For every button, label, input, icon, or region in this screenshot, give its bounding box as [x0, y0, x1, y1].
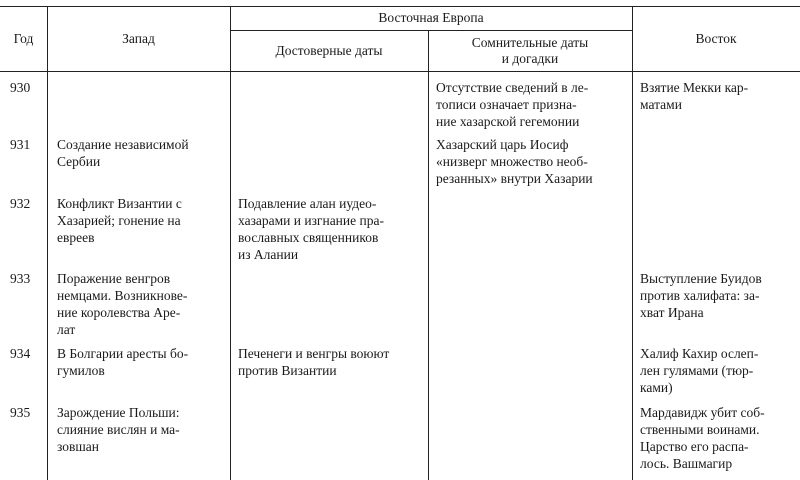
- year-column-divider: [47, 6, 48, 480]
- row-west: Создание независимой Сербии: [57, 137, 189, 169]
- table-top-rule: [0, 6, 800, 7]
- row-year: 930: [10, 80, 31, 95]
- west-column-divider: [230, 6, 231, 480]
- row-year: 932: [10, 196, 31, 211]
- row-east: Выступление Буидов против халифата: за- хват Ирана: [640, 271, 762, 320]
- header-east: Восток: [695, 31, 737, 46]
- header-west: Запад: [122, 31, 155, 46]
- row-year: 931: [10, 137, 31, 152]
- row-east: Халиф Кахир ослеп- лен гулямами (тюр- ками): [640, 346, 759, 395]
- row-doubtful: Хазарский царь Иосиф «низверг множество необ- резанных» внутри Хазарии: [436, 137, 593, 186]
- header-reliable-dates: Достоверные даты: [275, 43, 383, 58]
- header-year: Год: [13, 31, 34, 46]
- header-bottom-rule: [0, 71, 800, 72]
- row-year: 934: [10, 346, 31, 361]
- east-europe-column-divider: [632, 6, 633, 480]
- subheader-rule: [230, 30, 632, 31]
- row-reliable: Печенеги и венгры воюют против Византии: [238, 346, 390, 378]
- row-west: В Болгарии аресты бо- гумилов: [57, 346, 189, 378]
- row-west: Конфликт Византии с Хазарией; гонение на евреев: [57, 196, 182, 245]
- row-west: Зарождение Польши: слияние вислян и ма- зовшан: [57, 405, 180, 454]
- header-doubtful-dates-line1: Сомнительные даты: [471, 35, 589, 50]
- row-doubtful: Отсутствие сведений в ле- тописи означает призна- ние хазарской гегемонии: [436, 80, 589, 129]
- header-doubtful-dates-line2: и догадки: [501, 51, 559, 66]
- row-east: Взятие Мекки кар- матами: [640, 80, 749, 112]
- row-year: 935: [10, 405, 31, 420]
- row-reliable: Подавление алан иудео- хазарами и изгнание пра- вославных священников из Алании: [238, 196, 384, 262]
- reliable-column-divider: [428, 30, 429, 480]
- row-year: 933: [10, 271, 31, 286]
- row-west: Поражение венгров немцами. Возникнове- ние королевства Аре- лат: [57, 271, 188, 337]
- header-east-europe: Восточная Европа: [378, 10, 484, 25]
- row-east: Мардавидж убит соб- ственными воинами. Царство его распа- лось. Вашмагир: [640, 405, 765, 471]
